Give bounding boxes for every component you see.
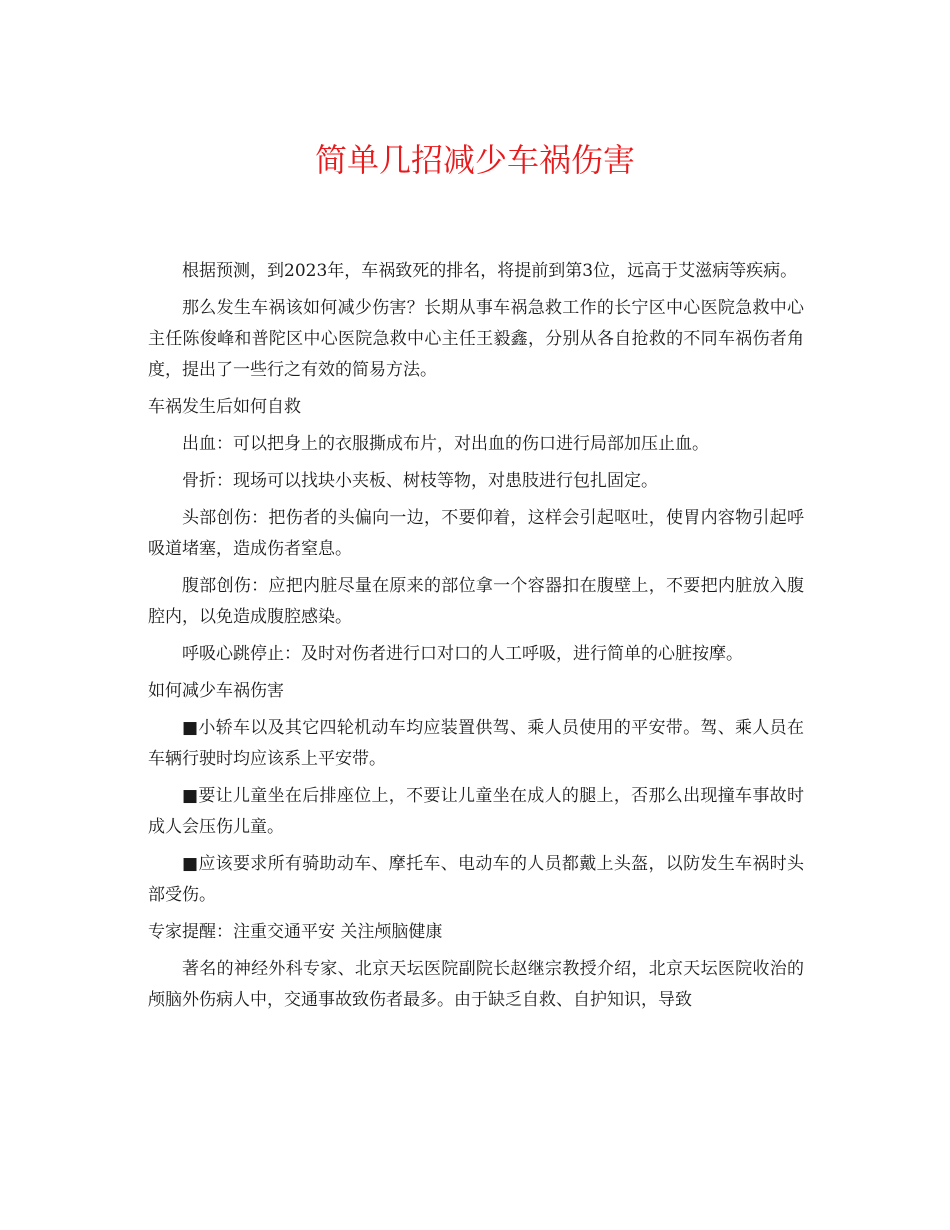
paragraph-question: 那么发生车祸该如何减少伤害？长期从事车祸急救工作的长宁区中心医院急救中心主任陈俊峰和普陀区中心医院急救中心主任王毅鑫，分别从各自抢救的不同车祸伤者角度，提出了一些行之有效的简易方法。 xyxy=(148,298,804,380)
paragraph-helmet: ■应该要求所有骑助动车、摩托车、电动车的人员都戴上头盔，以防发生车祸时头部受伤。 xyxy=(148,854,804,905)
section-heading-reduce-injury: 如何减少车祸伤害 xyxy=(148,681,284,701)
paragraph-intro: 根据预测，到2023年，车祸致死的排名，将提前到第3位，远高于艾滋病等疾病。 xyxy=(182,261,798,281)
paragraph-expert: 著名的神经外科专家、北京天坛医院副院长赵继宗教授介绍，北京天坛医院收治的颅脑外伤病人中，交通事故致伤者最多。由于缺乏自救、自护知识，导致 xyxy=(148,959,804,1010)
paragraph-head-injury: 头部创伤：把伤者的头偏向一边，不要仰着，这样会引起呕吐，使胃内容物引起呼吸道堵塞，造成伤者窒息。 xyxy=(148,508,804,559)
document-body xyxy=(148,256,804,1022)
section-heading-expert-tip: 专家提醒：注重交通平安 关注颅脑健康 xyxy=(148,922,443,942)
paragraph-abdominal-injury: 腹部创伤：应把内脏尽量在原来的部位拿一个容器扣在腹壁上，不要把内脏放入腹腔内，以免造成腹腔感染。 xyxy=(148,576,804,627)
paragraph-seatbelt: ■小轿车以及其它四轮机动车均应装置供驾、乘人员使用的平安带。驾、乘人员在车辆行驶时均应该系上平安带。 xyxy=(148,718,804,769)
paragraph-cardiac-arrest: 呼吸心跳停止：及时对伤者进行口对口的人工呼吸，进行简单的心脏按摩。 xyxy=(182,644,743,664)
paragraph-bleeding: 出血：可以把身上的衣服撕成布片，对出血的伤口进行局部加压止血。 xyxy=(182,434,709,454)
section-heading-self-rescue: 车祸发生后如何自救 xyxy=(148,397,301,417)
paragraph-fracture: 骨折：现场可以找块小夹板、树枝等物，对患肢进行包扎固定。 xyxy=(182,471,658,491)
document-title: 简单几招减少车祸伤害 xyxy=(314,141,635,179)
paragraph-child-seat: ■要让儿童坐在后排座位上，不要让儿童坐在成人的腿上，否那么出现撞车事故时成人会压伤儿童。 xyxy=(148,786,804,837)
